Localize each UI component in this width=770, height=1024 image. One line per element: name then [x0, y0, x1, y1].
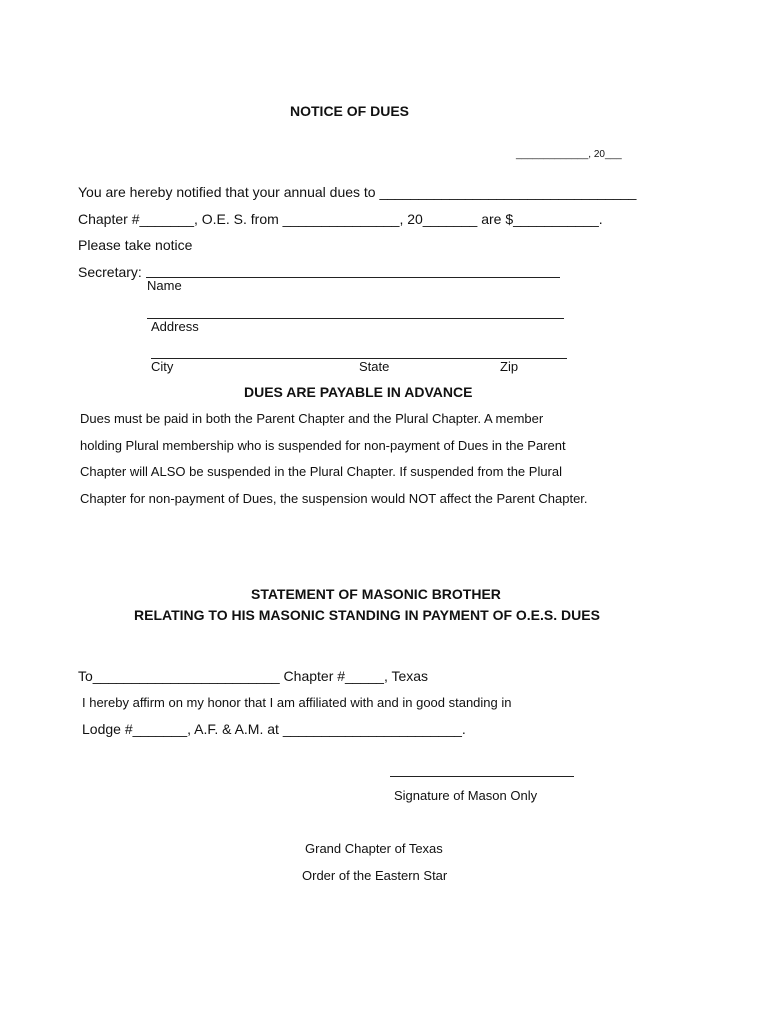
chapter-dues-line: Chapter #_______, O.E. S. from _______________, 20_______ are $___________. [78, 211, 603, 227]
lodge-line: Lodge #_______, A.F. & A.M. at _______________________. [82, 721, 466, 737]
date-line: _____________, 20___ [516, 149, 622, 160]
grand-chapter-label: Grand Chapter of Texas [305, 841, 443, 856]
signature-line [390, 776, 574, 777]
statement-title: STATEMENT OF MASONIC BROTHER [251, 586, 501, 602]
advance-paragraph-line-3: Chapter will ALSO be suspended in the Plural Chapter. If suspended from the Plural [80, 464, 563, 479]
statement-subtitle: RELATING TO HIS MASONIC STANDING IN PAYMENT OF O.E.S. DUES [134, 607, 600, 623]
address-line [147, 318, 564, 319]
state-label: State [359, 359, 390, 374]
notice-title: NOTICE OF DUES [290, 103, 410, 119]
advance-paragraph-line-1: Dues must be paid in both the Parent Chapter and the Plural Chapter. A member [80, 411, 544, 426]
secretary-name-line [146, 277, 560, 278]
to-chapter-line: To________________________ Chapter #_____, Texas [78, 668, 429, 684]
address-label: Address [151, 319, 199, 334]
advance-paragraph-line-4: Chapter for non-payment of Dues, the suspension would NOT affect the Parent Chapter. [80, 491, 588, 506]
city-label: City [151, 359, 174, 374]
advance-paragraph-line-2: holding Plural membership who is suspended for non-payment of Dues in the Parent [80, 438, 566, 453]
eastern-star-label: Order of the Eastern Star [302, 868, 448, 883]
please-take-notice: Please take notice [78, 237, 193, 253]
annual-dues-line: You are hereby notified that your annual dues to _________________________________ [78, 184, 637, 200]
signature-label: Signature of Mason Only [394, 788, 538, 803]
zip-label: Zip [500, 359, 519, 374]
name-label: Name [147, 278, 182, 293]
advance-heading: DUES ARE PAYABLE IN ADVANCE [244, 384, 473, 400]
secretary-label: Secretary: [78, 264, 142, 280]
affirm-line: I hereby affirm on my honor that I am affiliated with and in good standing in [82, 695, 512, 710]
